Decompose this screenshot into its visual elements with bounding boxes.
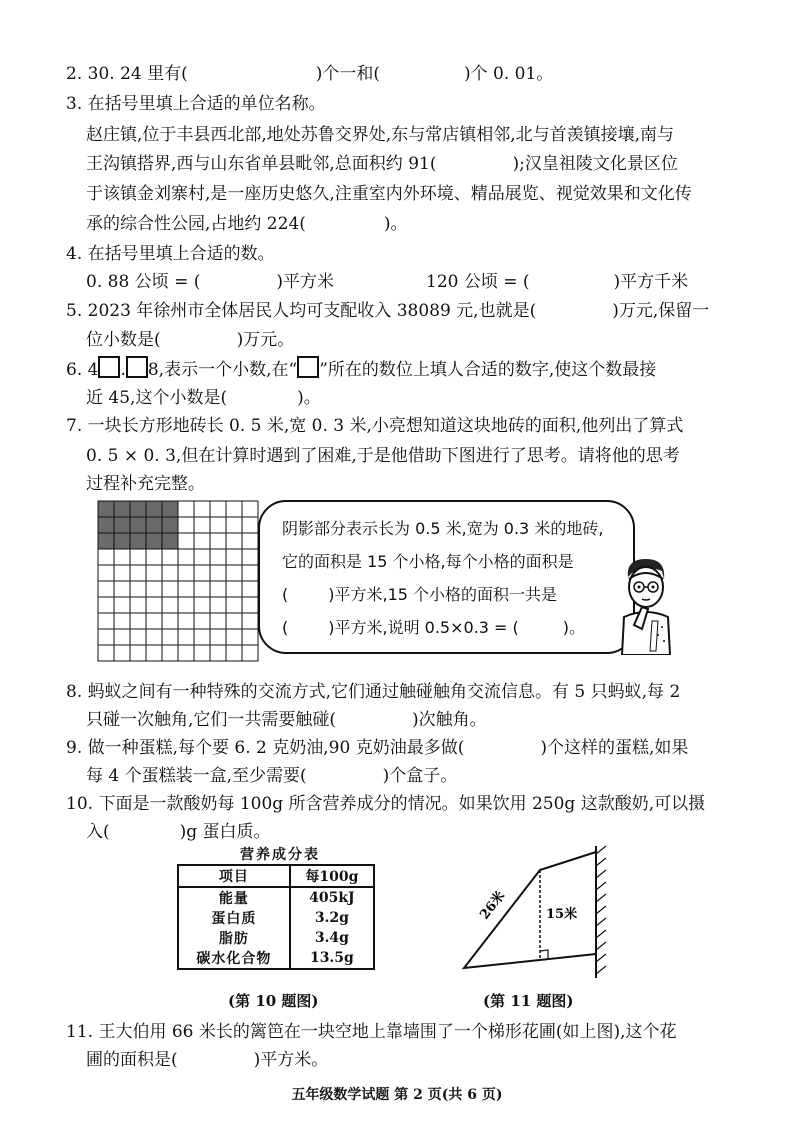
- table-cell: 3.4g: [290, 928, 374, 948]
- grid-cell: [178, 501, 194, 517]
- grid-cell: [226, 565, 242, 581]
- grid-cell: [114, 581, 130, 597]
- grid-cell: [146, 597, 162, 613]
- table-header-cell: 项目: [178, 865, 290, 887]
- question-7: 7. 一块长方形地砖长 0. 5 米,宽 0. 3 米,小亮想知道这块地砖的面积,他列出了算式: [66, 416, 684, 436]
- height-label: 15米: [546, 907, 578, 922]
- digit-box[interactable]: [126, 356, 148, 378]
- bubble-text: ( )平方米,说明 0.5×0.3 = ( )。: [282, 618, 586, 637]
- grid-cell: [242, 533, 258, 549]
- grid-cell: [242, 549, 258, 565]
- grid-cell: [226, 533, 242, 549]
- grid-cell: [210, 581, 226, 597]
- hundred-grid-figure: [97, 500, 259, 662]
- grid-cell: [130, 613, 146, 629]
- shaded-grid-cell: [98, 501, 114, 517]
- question-3-text: 于该镇金刘寨村,是一座历史悠久,注重室内外环境、精品展览、视觉效果和文化传: [86, 184, 692, 204]
- question-10: 入( )g 蛋白质。: [86, 822, 271, 842]
- question-7: 过程补充完整。: [86, 474, 205, 494]
- grid-cell: [242, 629, 258, 645]
- question-6: 6. 4 . 8,表示一个小数,在“ ”所在的数位上填人合适的数字,使这个数最接: [66, 356, 656, 382]
- bubble-text: ( )平方米,15 个小格的面积一共是: [282, 585, 558, 604]
- grid-cell: [178, 581, 194, 597]
- digit-box[interactable]: [98, 356, 120, 378]
- grid-cell: [226, 517, 242, 533]
- grid-cell: [98, 597, 114, 613]
- grid-cell: [98, 581, 114, 597]
- question-9: 9. 做一种蛋糕,每个要 6. 2 克奶油,90 克奶油最多做( )个这样的蛋糕,如果: [66, 738, 689, 758]
- question-5: 5. 2023 年徐州市全体居民人均可支配收入 38089 元,也就是( )万元,保留一: [66, 301, 710, 321]
- grid-cell: [242, 501, 258, 517]
- shaded-grid-cell: [162, 517, 178, 533]
- grid-cell: [178, 597, 194, 613]
- grid-cell: [130, 581, 146, 597]
- figure-10-caption: (第 10 题图): [228, 992, 319, 1010]
- question-3-text: 承的综合性公园,占地约 224( )。: [86, 214, 408, 234]
- slant-length-label: 26米: [477, 888, 509, 923]
- table-cell: 3.2g: [290, 908, 374, 928]
- question-10: 10. 下面是一款酸奶每 100g 所含营养成分的情况。如果饮用 250g 这款酸奶,可以摄: [66, 794, 706, 814]
- grid-cell: [130, 597, 146, 613]
- grid-cell: [242, 597, 258, 613]
- grid-cell: [210, 533, 226, 549]
- grid-cell: [242, 581, 258, 597]
- nutrition-table-title: 营养成分表: [240, 847, 320, 863]
- grid-cell: [98, 549, 114, 565]
- shaded-grid-cell: [130, 517, 146, 533]
- shaded-grid-cell: [98, 517, 114, 533]
- grid-cell: [178, 549, 194, 565]
- trapezoid-garden-figure: [450, 842, 620, 982]
- digit-box-symbol: [297, 356, 319, 378]
- grid-cell: [114, 565, 130, 581]
- grid-cell: [210, 517, 226, 533]
- grid-cell: [178, 613, 194, 629]
- grid-cell: [194, 581, 210, 597]
- grid-cell: [162, 613, 178, 629]
- grid-cell: [130, 565, 146, 581]
- grid-cell: [226, 549, 242, 565]
- grid-cell: [114, 645, 130, 661]
- grid-cell: [98, 645, 114, 661]
- shaded-grid-cell: [130, 533, 146, 549]
- grid-cell: [210, 613, 226, 629]
- grid-cell: [210, 597, 226, 613]
- grid-cell: [114, 549, 130, 565]
- grid-cell: [114, 629, 130, 645]
- question-4-part-b: 120 公顷 = ( )平方千米: [426, 272, 689, 292]
- bubble-text: 它的面积是 15 个小格,每个小格的面积是: [282, 552, 574, 571]
- grid-cell: [194, 533, 210, 549]
- table-header-row: [178, 865, 374, 887]
- grid-cell: [226, 581, 242, 597]
- grid-cell: [242, 613, 258, 629]
- question-3-title: 3. 在括号里填上合适的单位名称。: [66, 94, 326, 114]
- shaded-grid-cell: [146, 501, 162, 517]
- grid-cell: [162, 629, 178, 645]
- question-8: 只碰一次触角,它们一共需要触碰( )次触角。: [86, 710, 487, 730]
- grid-cell: [130, 549, 146, 565]
- shaded-grid-cell: [114, 517, 130, 533]
- grid-cell: [194, 549, 210, 565]
- grid-cell: [242, 645, 258, 661]
- grid-cell: [146, 645, 162, 661]
- grid-cell: [178, 533, 194, 549]
- question-3-text: 王沟镇搭界,西与山东省单县毗邻,总面积约 91( );汉皇祖陵文化景区位: [86, 154, 678, 174]
- grid-cell: [146, 549, 162, 565]
- shaded-grid-cell: [114, 533, 130, 549]
- bubble-text: 阴影部分表示长为 0.5 米,宽为 0.3 米的地砖,: [282, 519, 604, 538]
- grid-cell: [178, 565, 194, 581]
- grid-cell: [162, 549, 178, 565]
- grid-cell: [194, 613, 210, 629]
- table-cell: 蛋白质: [178, 908, 290, 928]
- question-8: 8. 蚂蚁之间有一种特殊的交流方式,它们通过触碰触角交流信息。有 5 只蚂蚁,每 2: [66, 682, 681, 702]
- table-cell: 脂肪: [178, 928, 290, 948]
- grid-cell: [210, 549, 226, 565]
- shaded-grid-cell: [130, 501, 146, 517]
- grid-cell: [130, 645, 146, 661]
- grid-cell: [162, 597, 178, 613]
- grid-cell: [242, 517, 258, 533]
- table-cell: 碳水化合物: [178, 948, 290, 969]
- grid-cell: [194, 501, 210, 517]
- question-7: 0. 5 × 0. 3,但在计算时遇到了困难,于是他借助下图进行了思考。请将他的思考: [86, 446, 680, 466]
- grid-cell: [178, 645, 194, 661]
- table-cell: 能量: [178, 887, 290, 908]
- grid-cell: [98, 629, 114, 645]
- grid-cell: [162, 581, 178, 597]
- grid-cell: [210, 645, 226, 661]
- question-5: 位小数是( )万元。: [86, 330, 295, 350]
- page-footer: 五年级数学试题 第 2 页(共 6 页): [291, 1087, 503, 1103]
- grid-cell: [194, 645, 210, 661]
- grid-cell: [178, 629, 194, 645]
- table-row: [178, 928, 374, 948]
- grid-cell: [226, 501, 242, 517]
- speech-bubble: [258, 500, 635, 654]
- question-9: 每 4 个蛋糕装一盒,至少需要( )个盒子。: [86, 766, 458, 786]
- shaded-grid-cell: [146, 533, 162, 549]
- grid-cell: [98, 565, 114, 581]
- shaded-grid-cell: [98, 533, 114, 549]
- shaded-grid-cell: [114, 501, 130, 517]
- grid-cell: [146, 629, 162, 645]
- question-2: 2. 30. 24 里有( )个一和( )个 0. 01。: [66, 64, 554, 84]
- grid-cell: [226, 629, 242, 645]
- grid-cell: [210, 501, 226, 517]
- grid-cell: [178, 517, 194, 533]
- grid-cell: [146, 565, 162, 581]
- grid-cell: [194, 597, 210, 613]
- figure-11-caption: (第 11 题图): [483, 992, 574, 1010]
- grid-cell: [114, 613, 130, 629]
- grid-cell: [194, 565, 210, 581]
- table-cell: 13.5g: [290, 948, 374, 969]
- grid-cell: [210, 565, 226, 581]
- shaded-grid-cell: [162, 501, 178, 517]
- question-4-part-a: 0. 88 公顷 = ( )平方米: [86, 272, 334, 292]
- question-3-text: 赵庄镇,位于丰县西北部,地处苏鲁交界处,东与常店镇相邻,北与首羡镇接壤,南与: [86, 125, 675, 145]
- grid-cell: [114, 597, 130, 613]
- grid-cell: [130, 629, 146, 645]
- table-cell: 405kJ: [290, 887, 374, 908]
- shaded-grid-cell: [146, 517, 162, 533]
- grid-cell: [162, 565, 178, 581]
- boy-thinking-illustration: [612, 555, 676, 655]
- grid-cell: [226, 645, 242, 661]
- table-header-cell: 每100g: [290, 865, 374, 887]
- table-row: [178, 887, 374, 908]
- grid-cell: [194, 629, 210, 645]
- table-row: [178, 948, 374, 969]
- wall-hatching: [596, 846, 606, 974]
- grid-cell: [226, 597, 242, 613]
- table-row: [178, 908, 374, 928]
- grid-cell: [162, 645, 178, 661]
- grid-cell: [226, 613, 242, 629]
- question-6: 近 45,这个小数是( )。: [86, 388, 321, 408]
- grid-cell: [146, 613, 162, 629]
- grid-cell: [146, 581, 162, 597]
- question-11: 11. 王大伯用 66 米长的篱笆在一块空地上靠墙围了一个梯形花圃(如上图),这个花: [66, 1022, 677, 1042]
- nutrition-table: [177, 864, 375, 970]
- grid-cell: [98, 613, 114, 629]
- grid-cell: [242, 565, 258, 581]
- question-11: 圃的面积是( )平方米。: [86, 1050, 329, 1070]
- grid-cell: [194, 517, 210, 533]
- shaded-grid-cell: [162, 533, 178, 549]
- grid-cell: [210, 629, 226, 645]
- question-4-title: 4. 在括号里填上合适的数。: [66, 244, 275, 264]
